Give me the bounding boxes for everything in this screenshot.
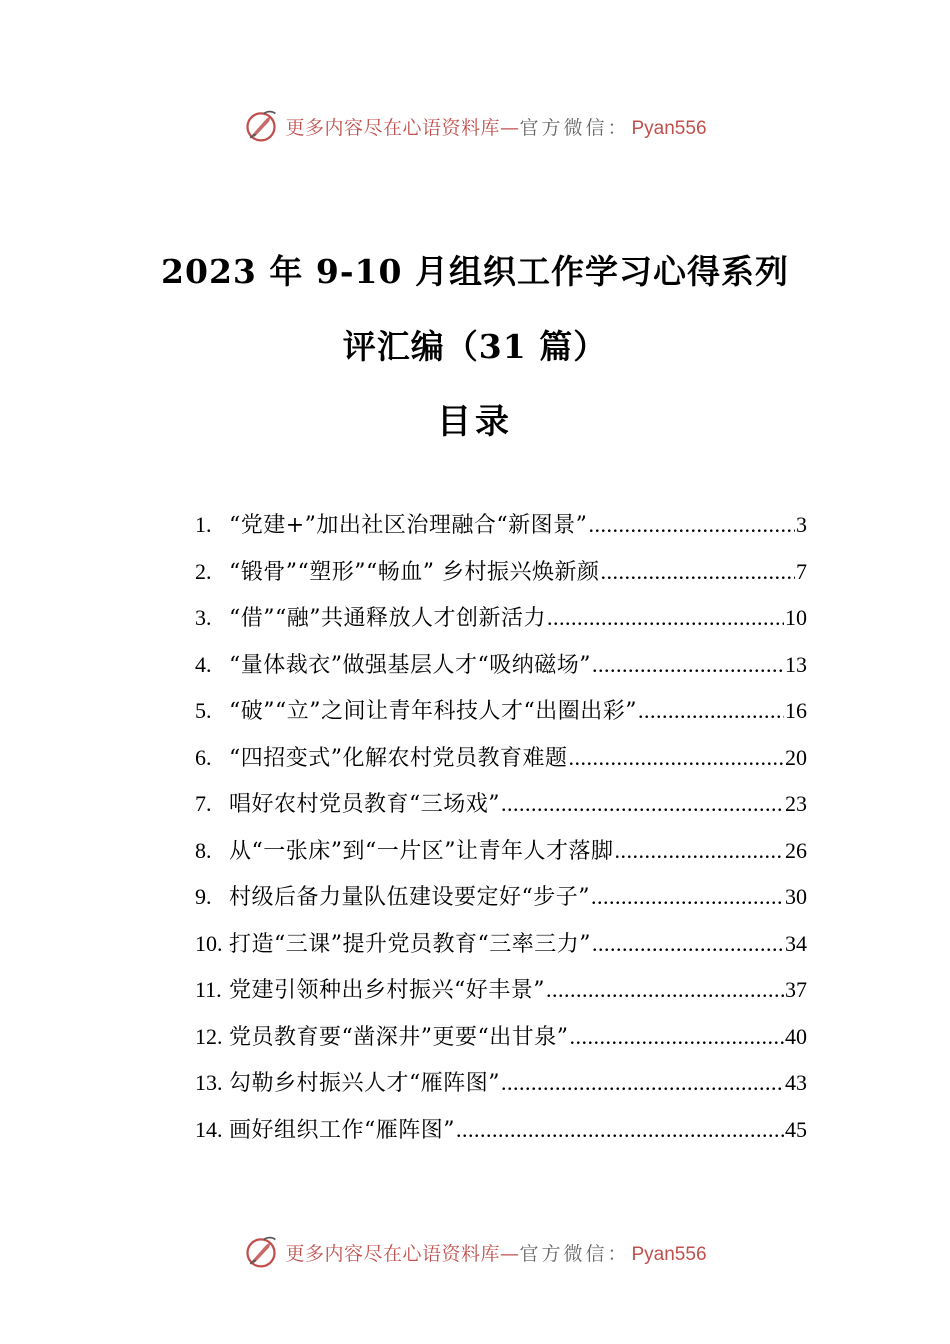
toc-entry-number: 4.: [195, 651, 212, 677]
watermark-wechat-label: 官方微信：: [519, 116, 630, 139]
toc-entry-title[interactable]: “借”“融”共通释放人才创新活力: [229, 606, 546, 631]
toc-dot-leader: [569, 745, 785, 771]
toc-entry-title[interactable]: “锻骨”“塑形”“畅血” 乡村振兴焕新颜: [229, 559, 600, 585]
toc-entry-title[interactable]: 画好组织工作“雁阵图”: [229, 1117, 455, 1143]
toc-entry-number: 1.: [195, 512, 212, 537]
toc-entry-page: 20: [785, 744, 807, 770]
toc-dot-leader: [588, 512, 795, 538]
watermark-footer: [0, 1232, 950, 1272]
toc-entry[interactable]: [195, 834, 807, 881]
toc-entry-title[interactable]: 党建引领种出乡村振兴“好丰景”: [229, 978, 545, 1003]
toc-entry-number: 6.: [195, 744, 212, 770]
toc-entry-number: 5.: [195, 698, 212, 723]
toc-entry-page: 7: [796, 558, 807, 584]
toc-entry[interactable]: [195, 1020, 807, 1067]
toc-entry-number: 10.: [195, 930, 223, 956]
toc-entry-page: 10: [785, 605, 807, 630]
watermark-wechat-id: Pyan556: [631, 1243, 707, 1265]
toc-dot-leader: [501, 1070, 784, 1096]
toc-entry-number: 12.: [195, 1023, 223, 1049]
watermark-wechat-label: 官方微信：: [519, 1242, 630, 1265]
toc-entry-page: 40: [785, 1023, 807, 1049]
toc-dot-leader: [501, 791, 784, 817]
toc-entry[interactable]: [195, 927, 807, 974]
watermark-text: [285, 113, 706, 140]
toc-entry-number: 8.: [195, 837, 212, 863]
toc-entry-title[interactable]: 党员教育要“凿深井”更要“出甘泉”: [229, 1024, 569, 1050]
toc-entry-page: 45: [785, 1116, 807, 1142]
toc-entry-title[interactable]: 村级后备力量队伍建设要定好“步子”: [229, 885, 590, 910]
toc-entry[interactable]: [195, 787, 807, 834]
toc-entry-title[interactable]: “量体裁衣”做强基层人才“吸纳磁场”: [229, 652, 591, 678]
toc-dot-leader: [592, 652, 784, 678]
toc-entry-number: 9.: [195, 884, 212, 909]
toc-entry-page: 34: [785, 930, 807, 956]
toc-entry-title[interactable]: “党建+”加出社区治理融合“新图景”: [229, 513, 588, 538]
toc-entry[interactable]: [195, 741, 807, 788]
page-title-line2: 评汇编（31 篇）: [342, 327, 608, 366]
toc-heading: 目录: [437, 402, 513, 442]
toc-entry-page: 30: [785, 884, 807, 909]
watermark-dash: —: [499, 116, 520, 139]
toc-entry[interactable]: [195, 1113, 807, 1160]
toc-dot-leader: [615, 838, 785, 864]
toc-entry-page: 3: [796, 512, 807, 537]
watermark-header: [0, 106, 950, 146]
watermark-dash: —: [499, 1242, 520, 1265]
table-of-contents: [195, 508, 807, 1159]
watermark-library: 更多内容尽在心语资料库: [285, 1242, 500, 1265]
toc-entry-page: 26: [785, 837, 807, 863]
toc-entry-number: 3.: [195, 605, 212, 630]
toc-entry-number: 7.: [195, 791, 212, 816]
toc-entry[interactable]: [195, 508, 807, 555]
watermark-text: [285, 1239, 706, 1266]
quill-logo-icon: [243, 1234, 279, 1270]
toc-entry-number: 11.: [195, 977, 222, 1002]
watermark-wechat-id: Pyan556: [631, 117, 707, 139]
toc-entry[interactable]: [195, 973, 807, 1020]
toc-entry-number: 13.: [195, 1070, 223, 1095]
toc-dot-leader: [570, 1024, 785, 1050]
toc-entry-number: 14.: [195, 1116, 223, 1142]
toc-entry-page: 16: [785, 698, 807, 723]
toc-dot-leader: [592, 931, 784, 957]
toc-entry-title[interactable]: 打造“三课”提升党员教育“三率三力”: [229, 931, 591, 957]
toc-entry[interactable]: [195, 601, 807, 648]
toc-entry-page: 37: [785, 977, 807, 1002]
toc-dot-leader: [638, 698, 784, 724]
toc-entry[interactable]: [195, 648, 807, 695]
toc-entry-title[interactable]: 唱好农村党员教育“三场戏”: [229, 792, 500, 817]
toc-entry[interactable]: [195, 555, 807, 602]
watermark-library: 更多内容尽在心语资料库: [285, 116, 500, 139]
toc-entry[interactable]: [195, 694, 807, 741]
toc-entry-page: 13: [785, 651, 807, 677]
toc-dot-leader: [591, 884, 784, 910]
toc-dot-leader: [600, 559, 795, 585]
toc-entry-number: 2.: [195, 558, 212, 584]
toc-entry-title[interactable]: 勾勒乡村振兴人才“雁阵图”: [229, 1071, 500, 1096]
toc-entry-page: 43: [785, 1070, 807, 1095]
toc-dot-leader: [547, 605, 784, 631]
toc-entry-title[interactable]: “四招变式”化解农村党员教育难题: [229, 745, 568, 771]
page-title-line1: 2023 年 9-10 月组织工作学习心得系列: [161, 252, 789, 291]
toc-dot-leader: [456, 1117, 784, 1143]
toc-entry[interactable]: [195, 880, 807, 927]
toc-entry-title[interactable]: “破”“立”之间让青年科技人才“出圈出彩”: [229, 699, 637, 724]
toc-dot-leader: [546, 977, 784, 1003]
toc-entry[interactable]: [195, 1066, 807, 1113]
toc-entry-page: 23: [785, 791, 807, 816]
quill-logo-icon: [243, 108, 279, 144]
toc-entry-title[interactable]: 从“一张床”到“一片区”让青年人才落脚: [229, 838, 614, 864]
